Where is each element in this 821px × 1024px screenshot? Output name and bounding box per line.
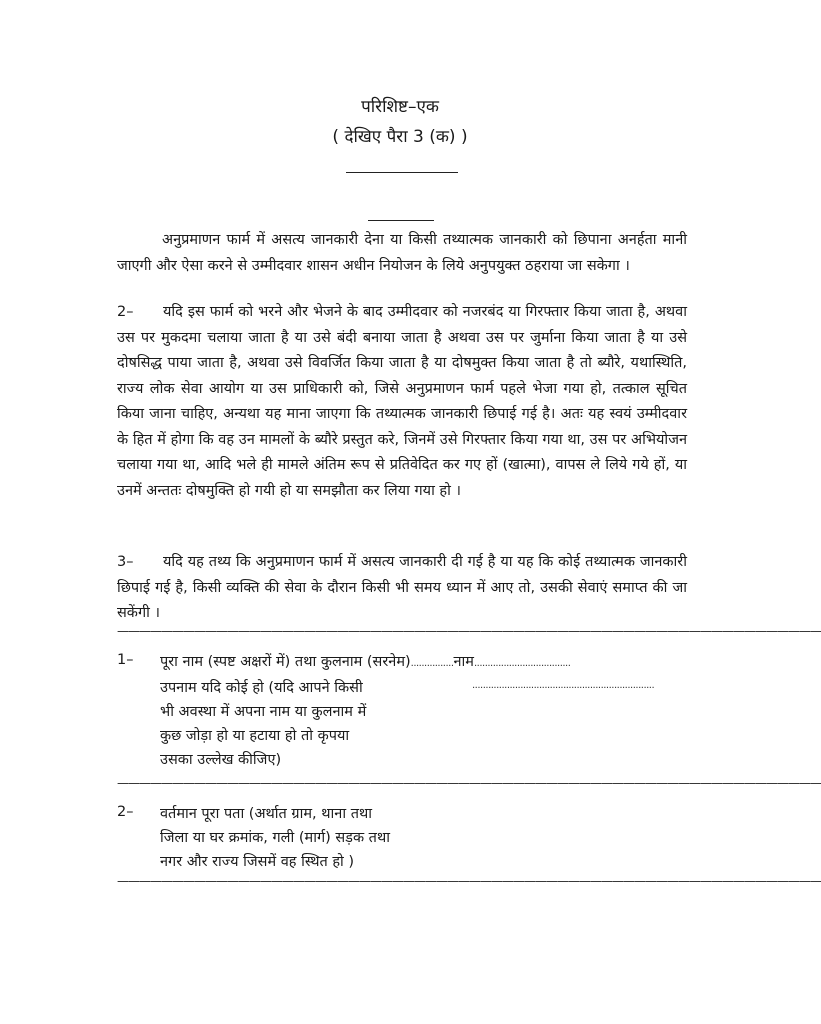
form-item-1-number: 1– xyxy=(117,652,134,668)
paragraph-2-number: 2– xyxy=(117,304,134,320)
title-underline xyxy=(346,172,458,173)
alias-label: उपनाम यदि कोई हो (यदि आपने किसी xyxy=(160,680,363,696)
full-name-blank[interactable]: ................ xyxy=(410,658,454,669)
dash-divider: ———————————————————————————————————————————————————————————————— xyxy=(117,624,821,638)
alias-label-line: कुछ जोड़ा हो या हटाया हो तो कृपया xyxy=(160,728,350,744)
name-label: नाम xyxy=(453,654,474,670)
paragraph-1: अनुप्रमाणन फार्म में असत्य जानकारी देना या किसी तथ्यात्मक जानकारी को छिपाना अनर्हता मानी जाएगी और ऐसा करने से उम्मीदवार शासन अधीन नियोजन के लिये अनुपयुक्त ठहराया जा सकेगा । xyxy=(117,232,687,274)
form-item-2-label xyxy=(160,802,390,874)
name-blank[interactable]: .................................... xyxy=(473,658,571,669)
page-title: परिशिष्ट–एक xyxy=(361,97,439,117)
paragraph-2 xyxy=(117,300,687,504)
address-label-line: नगर और राज्य जिसमें वह स्थित हो ) xyxy=(160,854,355,870)
alias-blank[interactable]: .................................................................... xyxy=(472,680,655,691)
paragraph-3-text: यदि यह तथ्य कि अनुप्रमाणन फार्म में असत्य जानकारी दी गई है या यह कि कोई तथ्यात्मक जानकारी छिपाई गई है, किसी व्यक्ति की सेवा के दौरान किसी भी समय ध्यान में आए तो, उसकी सेवाएं समाप्त की जा सकेंगी । xyxy=(117,554,687,621)
alias-label-line: उसका उल्लेख कीजिए) xyxy=(160,752,282,768)
dash-divider: ———————————————————————————————————————————————————————————————— xyxy=(117,776,821,790)
paragraph-3-number: 3– xyxy=(117,554,134,570)
address-label-line: वर्तमान पूरा पता (अर्थात ग्राम, थाना तथा xyxy=(160,806,372,822)
full-name-label: पूरा नाम (स्पष्ट अक्षरों में) तथा कुलनाम (सरनेम) xyxy=(160,654,411,670)
page-subtitle: ( देखिए पैरा 3 (क) ) xyxy=(332,127,468,147)
alias-label-line: भी अवस्था में अपना नाम या कुलनाम में xyxy=(160,704,367,720)
paragraph-3 xyxy=(117,550,687,627)
dash-divider: ———————————————————————————————————————————————————————————————— xyxy=(117,874,821,888)
form-item-1-label xyxy=(160,650,570,772)
address-label-line: जिला या घर क्रमांक, गली (मार्ग) सड़क तथा xyxy=(160,830,390,846)
form-item-2-number: 2– xyxy=(117,804,134,820)
section-rule xyxy=(368,220,434,221)
paragraph-2-text: यदि इस फार्म को भरने और भेजने के बाद उम्मीदवार को नजरबंद या गिरफ्तार किया जाता है, अथवा उस पर मुकदमा चलाया जाता है या उसे बंदी बनाया जाता है अथवा उस पर जुर्माना किया जाता है या उसे दोषसिद्ध पाया जाता है, अथवा उसे विवर्जित किया जाता है या दोषमुक्त किया जाता है तो ब्यौरे, यथास्थिति, राज्य लोक सेवा आयोग या उस प्राधिकारी को, जिसे अनुप्रमाणन फार्म पहले भेजा गया हो, तत्काल सूचित किया जाना चाहिए, अन्यथा यह माना जाएगा कि तथ्यात्मक जानकारी छिपाई गई है। अतः यह स्वयं उम्मीदवार के हित में होगा कि वह उन मामलों के ब्यौरे प्रस्तुत करे, जिनमें उसे गिरफ्तार किया गया था, उस पर अभियोजन चलाया गया था, आदि भले ही मामले अंतिम रूप से प्रतिवेदित कर गए हों (खात्मा), वापस ले लिये गये हों, या उनमें अन्ततः दोषमुक्ति हो गयी हो या समझौता कर लिया गया हो । xyxy=(117,304,687,499)
